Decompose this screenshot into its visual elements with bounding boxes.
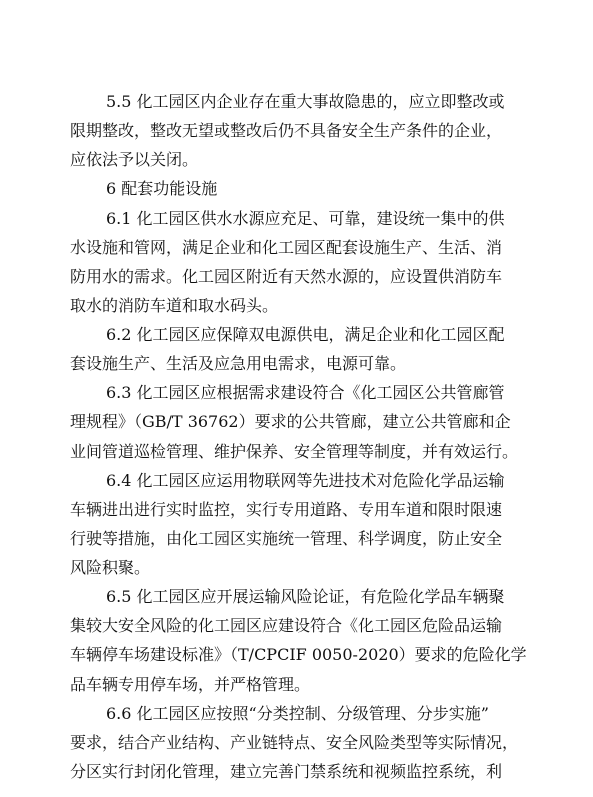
line-text: 6.3 化工园区应根据需求建设符合《化工园区公共管廊管 bbox=[106, 383, 505, 402]
text-line bbox=[70, 325, 530, 345]
text-line bbox=[70, 267, 530, 287]
text-line bbox=[70, 500, 530, 520]
text-line bbox=[70, 296, 530, 316]
line-text: 车辆进出进行实时监控，实行专用道路、专用车道和限时限速 bbox=[70, 500, 503, 519]
text-line bbox=[70, 762, 530, 782]
text-line bbox=[70, 383, 530, 403]
line-text: 品车辆专用停车场，并严格管理。 bbox=[70, 675, 311, 694]
line-text: 6.4 化工园区应运用物联网等先进技术对危险化学品运输 bbox=[106, 471, 505, 490]
text-line bbox=[70, 529, 530, 549]
line-text: 行驶等措施，由化工园区实施统一管理、科学调度，防止安全 bbox=[70, 529, 503, 548]
section-heading bbox=[70, 179, 530, 199]
line-text: 6.5 化工园区应开展运输风险论证，有危险化学品车辆聚 bbox=[106, 587, 505, 606]
line-text: 应依法予以关闭。 bbox=[70, 150, 199, 169]
line-text: 分区实行封闭化管理，建立完善门禁系统和视频监控系统，利 bbox=[70, 762, 503, 781]
text-line bbox=[70, 704, 530, 724]
text-line bbox=[70, 150, 530, 170]
text-line bbox=[70, 354, 530, 374]
text-line bbox=[70, 92, 530, 112]
line-text: 5.5 化工园区内企业存在重大事故隐患的，应立即整改或 bbox=[106, 92, 505, 111]
line-text: 车辆停车场建设标准》（T/CPCIF 0050-2020）要求的危险化学 bbox=[70, 645, 527, 664]
line-text: 取水的消防车道和取水码头。 bbox=[70, 296, 279, 315]
line-text: 6.1 化工园区供水水源应充足、可靠，建设统一集中的供 bbox=[106, 209, 505, 228]
text-line bbox=[70, 616, 530, 636]
line-text: 要求，结合产业结构、产业链特点、安全风险类型等实际情况， bbox=[70, 733, 519, 752]
text-line bbox=[70, 587, 530, 607]
line-text: 限期整改，整改无望或整改后仍不具备安全生产条件的企业， bbox=[70, 121, 503, 140]
text-line bbox=[70, 645, 530, 665]
line-text: 防用水的需求。化工园区附近有天然水源的，应设置供消防车 bbox=[70, 267, 503, 286]
text-line bbox=[70, 733, 530, 753]
text-line bbox=[70, 675, 530, 695]
text-line bbox=[70, 209, 530, 229]
heading-text: 6 配套功能设施 bbox=[106, 179, 218, 198]
text-line bbox=[70, 412, 530, 432]
line-text: 水设施和管网，满足企业和化工园区配套设施生产、生活、消 bbox=[70, 238, 503, 257]
line-text: 风险积聚。 bbox=[70, 558, 151, 577]
line-text: 套设施生产、生活及应急用电需求，电源可靠。 bbox=[70, 354, 407, 373]
line-text: 集较大安全风险的化工园区应建设符合《化工园区危险品运输 bbox=[70, 616, 503, 635]
text-line bbox=[70, 442, 530, 462]
text-line bbox=[70, 121, 530, 141]
text-line bbox=[70, 558, 530, 578]
line-text: 业间管道巡检管理、维护保养、安全管理等制度，并有效运行。 bbox=[70, 442, 519, 461]
line-text: 6.2 化工园区应保障双电源供电，满足企业和化工园区配 bbox=[106, 325, 505, 344]
line-text: 理规程》（GB/T 36762）要求的公共管廊，建立公共管廊和企 bbox=[70, 412, 511, 431]
line-text: 6.6 化工园区应按照“分类控制、分级管理、分步实施” bbox=[106, 704, 489, 723]
text-line bbox=[70, 238, 530, 258]
text-line bbox=[70, 471, 530, 491]
